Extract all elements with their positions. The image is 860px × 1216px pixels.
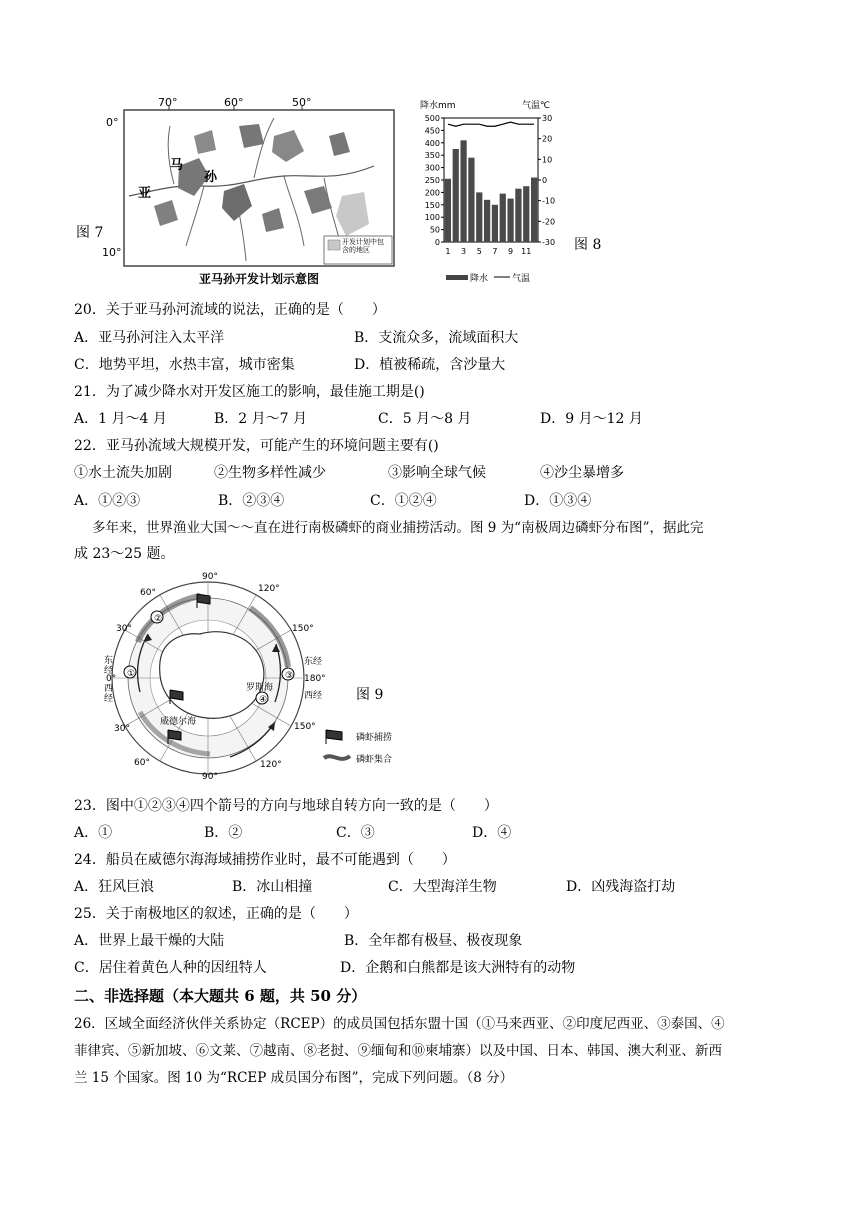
q25-option-a: A．世界上最干燥的大陆 <box>74 933 225 949</box>
precip-bar <box>492 205 498 242</box>
fig7-legend-text: 开发计划中包含的地区 <box>342 238 384 254</box>
x-tick-label: 5 <box>476 247 482 256</box>
question-23-stem: 23．图中①②③④四个箭号的方向与地球自转方向一致的是（ ） <box>74 798 498 814</box>
q21-option-a: A．1 月～4 月 <box>74 411 167 427</box>
left-tick-label: 200 <box>424 188 440 198</box>
figure-7-caption: 亚马孙开发计划示意图 <box>199 272 320 286</box>
precip-bar <box>468 158 474 242</box>
q23-option-d: D．④ <box>472 825 512 841</box>
legend-krill-gather: 磷虾集合 <box>356 755 393 765</box>
weddell-sea-label: 威德尔海 <box>160 717 197 727</box>
left-tick-label: 500 <box>424 114 440 123</box>
q24-option-a: A．狂风巨浪 <box>74 879 155 895</box>
section-2-title: 二、非选择题（本大题共 6 题，共 50 分） <box>74 987 367 1005</box>
region-char-sun: 孙 <box>204 170 218 185</box>
q20-option-d: D．植被稀疏，含沙量大 <box>354 357 506 373</box>
deg-label-120-bottom: 120° <box>260 760 282 770</box>
deg-label-120-top: 120° <box>258 584 280 594</box>
left-tick-label: 350 <box>424 151 440 161</box>
right-tick-label: 20 <box>542 134 553 144</box>
legend-temp-label: 气温 <box>512 274 531 284</box>
q23-option-c: C．③ <box>336 825 375 841</box>
q22-item-1: ①水土流失加剧 <box>74 465 172 481</box>
precip-bar <box>507 199 513 242</box>
q20-option-a: A．亚马孙河注入太平洋 <box>74 330 225 346</box>
left-tick-label: 100 <box>424 213 440 223</box>
lon-label-70: 70° <box>158 96 178 109</box>
deg-label-30-bottom: 30° <box>114 724 130 734</box>
right-tick-label: 10 <box>542 155 553 165</box>
q26-line-3: 兰 15 个国家。图 10 为“RCEP 成员国分布图”，完成下列问题。（8 分） <box>74 1070 514 1086</box>
q25-option-b: B．全年都有极昼、极夜现象 <box>344 933 523 949</box>
deg-label-60-bottom: 60° <box>134 758 150 768</box>
q20-option-b: B．支流众多，流域面积大 <box>354 330 519 346</box>
west-longitude-label: 西经 <box>104 684 114 704</box>
q24-option-b: B．冰山相撞 <box>232 879 313 895</box>
precip-bar <box>531 178 537 242</box>
left-axis-title: 降水mm <box>420 101 456 111</box>
left-tick-label: 250 <box>424 176 440 185</box>
precip-bar <box>460 140 466 242</box>
deg-label-150-bottom: 150° <box>294 722 316 732</box>
precip-bar <box>445 179 451 242</box>
left-tick-label: 400 <box>424 138 440 148</box>
q24-option-d: D．凶残海盗打劫 <box>566 879 676 895</box>
x-tick-label: 11 <box>521 247 532 256</box>
right-tick-label: -10 <box>542 196 556 206</box>
q22-option-b: B．②③④ <box>218 493 285 509</box>
figure-7-amazon-map <box>74 96 404 288</box>
svg-text:②: ② <box>154 614 163 624</box>
svg-text:④: ④ <box>259 695 268 705</box>
left-tick-label: 300 <box>424 163 440 173</box>
precip-bar <box>515 189 521 242</box>
question-22-stem: 22．亚马孙流域大规模开发，可能产生的环境问题主要有() <box>74 438 439 454</box>
q26-line-1: 26．区域全面经济伙伴关系协定（RCEP）的成员国包括东盟十国（①马来西亚、②印度尼西亚、③泰国、④ <box>74 1016 725 1032</box>
precip-bar <box>500 194 506 242</box>
q23-option-a: A．① <box>74 825 113 841</box>
figure-9-antarctic-map <box>100 572 420 784</box>
precip-bar <box>484 200 490 242</box>
precip-bar <box>476 192 482 242</box>
right-tick-label: 0 <box>542 176 548 185</box>
q22-item-4: ④沙尘暴增多 <box>540 465 624 481</box>
x-tick-label: 7 <box>492 247 498 256</box>
q23-option-b: B．② <box>204 825 243 841</box>
east-longitude-label: 东经 <box>104 656 114 676</box>
q22-option-c: C．①②④ <box>370 493 437 509</box>
q22-option-d: D．①③④ <box>524 493 592 509</box>
q22-item-3: ③影响全球气候 <box>388 465 486 481</box>
lon-label-60: 60° <box>224 96 244 109</box>
left-tick-label: 450 <box>424 126 440 136</box>
deg-label-90-bottom: 90° <box>202 772 218 782</box>
deg-label-150-right: 150° <box>292 624 314 634</box>
x-tick-label: 9 <box>508 247 514 256</box>
q25-option-c: C．居住着黄色人种的因纽特人 <box>74 960 267 976</box>
west-longitude-label-right: 西经 <box>304 691 323 701</box>
left-tick-label: 150 <box>424 200 440 210</box>
q21-option-c: C．5 月～8 月 <box>378 411 472 427</box>
deg-label-180: 180° <box>304 674 326 684</box>
q24-option-c: C．大型海洋生物 <box>388 879 497 895</box>
deg-label-60-top: 60° <box>140 588 156 598</box>
amazon-map-graphic <box>74 96 404 288</box>
right-tick-label: -20 <box>542 217 556 227</box>
right-tick-label: 30 <box>542 114 553 123</box>
x-tick-label: 1 <box>445 247 451 256</box>
right-axis-title: 气温℃ <box>522 101 551 111</box>
climate-chart-svg <box>414 96 564 286</box>
svg-text:①: ① <box>127 669 136 679</box>
region-char-ma: 马 <box>170 158 184 173</box>
q21-option-b: B．2 月～7 月 <box>214 411 308 427</box>
q21-option-d: D．9 月～12 月 <box>540 411 643 427</box>
deg-label-90-top: 90° <box>202 572 218 582</box>
left-tick-label: 0 <box>434 238 440 247</box>
question-25-stem: 25．关于南极地区的叙述，正确的是（ ） <box>74 906 358 922</box>
q22-item-2: ②生物多样性减少 <box>214 465 326 481</box>
precip-bar <box>523 186 529 242</box>
legend-krill-catch: 磷虾捕捞 <box>356 733 393 743</box>
q25-option-d: D．企鹅和白熊都是该大洲特有的动物 <box>340 960 576 976</box>
temperature-line <box>448 122 534 126</box>
lat-label-0: 0° <box>106 116 119 129</box>
region-char-ya: 亚 <box>138 186 152 201</box>
lat-label-10: 10° <box>102 246 122 259</box>
east-longitude-label-right: 东经 <box>304 657 323 667</box>
legend-precip-label: 降水 <box>470 274 489 284</box>
right-tick-label: -30 <box>542 238 556 247</box>
q26-line-2: 菲律宾、⑤新加坡、⑥文莱、⑦越南、⑧老挝、⑨缅甸和⑩柬埔寨）以及中国、日本、韩国、澳大利亚、新西 <box>74 1043 722 1059</box>
q20-option-c: C．地势平坦，水热丰富，城市密集 <box>74 357 295 373</box>
passage-line-1: 多年来，世界渔业大国〜〜直在进行南极磷虾的商业捕捞活动。图 9 为“南极周边磷虾分布图”，据此完 <box>92 520 704 536</box>
left-tick-label: 50 <box>429 225 440 235</box>
passage-line-2: 成 23～25 题。 <box>74 546 175 562</box>
ross-sea-label: 罗斯海 <box>246 683 274 693</box>
figure-8-label: 图 8 <box>574 237 602 253</box>
figure-9-label: 图 9 <box>356 687 384 703</box>
precip-bar <box>453 149 459 242</box>
question-24-stem: 24．船员在威德尔海海域捕捞作业时，最不可能遇到（ ） <box>74 852 456 868</box>
q22-option-a: A．①②③ <box>74 493 141 509</box>
deg-label-0: 0° <box>106 674 117 684</box>
x-tick-label: 3 <box>461 247 467 256</box>
question-21-stem: 21．为了减少降水对开发区施工的影响，最佳施工期是() <box>74 384 425 400</box>
question-20-stem: 20．关于亚马孙河流域的说法，正确的是（ ） <box>74 302 386 318</box>
svg-text:③: ③ <box>285 671 294 681</box>
figure-8-climate-chart <box>414 96 614 286</box>
figure-7-label: 图 7 <box>76 225 104 241</box>
lon-label-50: 50° <box>292 96 312 109</box>
deg-label-30-left: 30° <box>116 624 132 634</box>
